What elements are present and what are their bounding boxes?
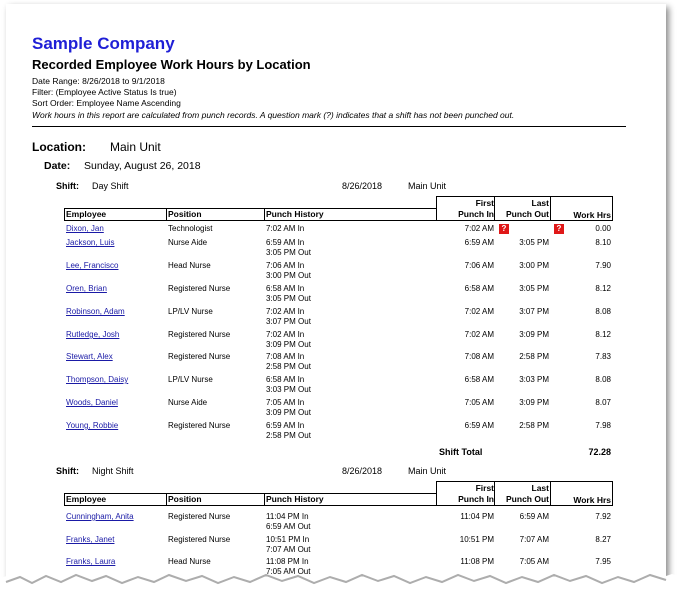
column-header-employee: Employee <box>66 209 107 219</box>
column-header-work-hrs: Work Hrs <box>573 210 611 220</box>
work-hours-cell: 8.12 <box>595 284 611 293</box>
punch-out-entry: 3:00 PM Out <box>266 271 311 280</box>
shift-total-value: 72.28 <box>588 447 611 457</box>
position-cell: Nurse Aide <box>168 398 208 407</box>
employee-link[interactable]: Oren, Brian <box>66 284 107 293</box>
position-cell: LP/LV Nurse <box>168 307 213 316</box>
header-top-rule <box>436 196 613 197</box>
column-divider <box>494 481 495 505</box>
shift-date: 8/26/2018 <box>342 181 383 191</box>
punch-out-entry: 3:09 PM Out <box>266 408 311 417</box>
shift-location: Main Unit <box>408 181 447 191</box>
employee-link[interactable]: Lee, Francisco <box>66 261 119 270</box>
punch-out-entry: 3:03 PM Out <box>266 385 311 394</box>
last-punch-out-cell: 3:09 PM <box>519 398 549 407</box>
employee-link[interactable]: Young, Robbie <box>66 421 119 430</box>
header-top-rule <box>436 481 613 482</box>
work-hours-cell: 7.90 <box>595 261 611 270</box>
column-divider <box>612 196 613 220</box>
torn-paper-edge <box>0 560 682 615</box>
last-punch-out-cell: 3:03 PM <box>519 375 549 384</box>
punch-out-entry: 6:59 AM Out <box>266 522 311 531</box>
punch-out-entry: 7:07 AM Out <box>266 545 311 554</box>
column-divider <box>612 481 613 505</box>
position-cell: Registered Nurse <box>168 535 231 544</box>
position-cell: Technologist <box>168 224 213 233</box>
date-value: Sunday, August 26, 2018 <box>84 160 201 172</box>
sort-order: Sort Order: Employee Name Ascending <box>32 98 181 108</box>
punch-in-entry: 10:51 PM In <box>266 535 310 544</box>
column-header-first-punch-in: Punch In <box>458 209 494 219</box>
shift-date: 8/26/2018 <box>342 466 383 476</box>
column-header-position: Position <box>168 494 202 504</box>
first-punch-in-cell: 7:02 AM <box>464 330 494 339</box>
work-hours-cell: 7.92 <box>595 512 611 521</box>
work-hours-cell: 7.95 <box>595 557 611 566</box>
last-punch-out-cell: 3:05 PM <box>519 284 549 293</box>
position-cell: Head Nurse <box>168 557 211 566</box>
punch-in-entry: 6:59 AM In <box>266 238 305 247</box>
first-punch-in-cell: 6:59 AM <box>464 421 494 430</box>
position-cell: Registered Nurse <box>168 330 231 339</box>
column-divider <box>550 481 551 505</box>
work-hours-cell: 0.00 <box>595 224 611 233</box>
position-cell: Registered Nurse <box>168 352 231 361</box>
position-cell: Registered Nurse <box>168 284 231 293</box>
column-header-punch-history: Punch History <box>266 494 324 504</box>
first-punch-in-cell: 7:02 AM <box>464 307 494 316</box>
date-label: Date: <box>44 160 71 172</box>
header-bottom-rule <box>64 220 613 221</box>
column-header-last-punch-out: Punch Out <box>506 209 549 219</box>
header-top-rule <box>64 493 436 494</box>
employee-link[interactable]: Thompson, Daisy <box>66 375 129 384</box>
punch-out-entry: 3:05 PM Out <box>266 248 311 257</box>
punch-in-entry: 7:02 AM In <box>266 330 305 339</box>
column-divider <box>436 481 437 505</box>
punch-out-entry: 3:07 PM Out <box>266 317 311 326</box>
shift-name: Night Shift <box>92 466 134 476</box>
header-top-rule <box>64 208 436 209</box>
first-punch-in-cell: 7:02 AM <box>464 224 494 233</box>
column-divider <box>494 196 495 220</box>
punch-out-entry: 2:58 PM Out <box>266 431 311 440</box>
column-divider <box>550 196 551 220</box>
employee-link[interactable]: Stewart, Alex <box>66 352 113 361</box>
shift-location: Main Unit <box>408 466 447 476</box>
first-punch-in-cell: 7:06 AM <box>464 261 494 270</box>
last-punch-out-cell: 3:00 PM <box>519 261 549 270</box>
first-punch-in-cell: 11:08 PM <box>460 557 494 566</box>
punch-in-entry: 7:06 AM In <box>266 261 305 270</box>
location-value: Main Unit <box>110 140 161 154</box>
first-punch-in-cell: 6:59 AM <box>464 238 494 247</box>
report-note: Work hours in this report are calculated from punch records. A question mark (?) indicates that a shift has not been punched out. <box>32 110 515 120</box>
employee-link[interactable]: Jackson, Luis <box>66 238 115 247</box>
punch-in-entry: 6:59 AM In <box>266 421 305 430</box>
column-header-first-punch-in: Punch In <box>458 494 494 504</box>
first-punch-in-cell: 11:04 PM <box>460 512 494 521</box>
punch-out-entry: 3:05 PM Out <box>266 294 311 303</box>
column-divider <box>166 493 167 505</box>
position-cell: LP/LV Nurse <box>168 375 213 384</box>
column-header-last-punch-out: Last <box>531 198 549 208</box>
work-hours-cell: 8.12 <box>595 330 611 339</box>
first-punch-in-cell: 10:51 PM <box>459 535 494 544</box>
shift-name: Day Shift <box>92 181 129 191</box>
first-punch-in-cell: 7:08 AM <box>464 352 494 361</box>
company-name: Sample Company <box>32 34 175 53</box>
shift-total-label: Shift Total <box>439 447 483 457</box>
work-hours-cell: 7.83 <box>595 352 611 361</box>
work-hours-cell: 8.08 <box>595 375 611 384</box>
column-header-employee: Employee <box>66 494 107 504</box>
column-divider <box>264 208 265 220</box>
employee-link[interactable]: Franks, Janet <box>66 535 115 544</box>
missing-punch-icon: ? <box>499 224 509 234</box>
column-divider <box>264 493 265 505</box>
column-header-first-punch-in: First <box>475 198 494 208</box>
employee-link[interactable]: Franks, Laura <box>66 557 116 566</box>
shift-label: Shift: <box>56 181 79 191</box>
punch-in-entry: 7:05 AM In <box>266 398 305 407</box>
first-punch-in-cell: 7:05 AM <box>464 398 494 407</box>
last-punch-out-cell: 2:58 PM <box>519 352 549 361</box>
column-divider <box>166 208 167 220</box>
first-punch-in-cell: 6:58 AM <box>464 375 494 384</box>
column-header-first-punch-in: First <box>475 483 494 493</box>
employee-link[interactable]: Cunningham, Anita <box>66 512 134 521</box>
punch-in-entry: 7:02 AM In <box>266 224 305 233</box>
last-punch-out-cell: 2:58 PM <box>519 421 549 430</box>
first-punch-in-cell: 6:58 AM <box>464 284 494 293</box>
column-divider <box>64 493 65 505</box>
column-header-last-punch-out: Punch Out <box>506 494 549 504</box>
last-punch-out-cell: 3:07 PM <box>519 307 549 316</box>
shift-label: Shift: <box>56 466 79 476</box>
column-divider <box>436 196 437 220</box>
work-hours-cell: 8.10 <box>595 238 611 247</box>
work-hours-cell: 8.08 <box>595 307 611 316</box>
employee-link[interactable]: Robinson, Adam <box>66 307 125 316</box>
punch-in-entry: 7:08 AM In <box>266 352 305 361</box>
last-punch-out-cell: 3:09 PM <box>519 330 549 339</box>
missing-punch-icon: ? <box>554 224 564 234</box>
last-punch-out-cell: 3:05 PM <box>519 238 549 247</box>
last-punch-out-cell: 7:05 AM <box>519 557 549 566</box>
punch-in-entry: 7:02 AM In <box>266 307 305 316</box>
last-punch-out-cell: 6:59 AM <box>519 512 549 521</box>
header-divider <box>32 126 626 127</box>
work-hours-cell: 8.07 <box>595 398 611 407</box>
punch-in-entry: 11:04 PM In <box>266 512 309 521</box>
column-header-work-hrs: Work Hrs <box>573 495 611 505</box>
column-header-punch-history: Punch History <box>266 209 324 219</box>
punch-out-entry: 3:09 PM Out <box>266 340 311 349</box>
employee-link[interactable]: Woods, Daniel <box>66 398 118 407</box>
column-divider <box>64 208 65 220</box>
punch-in-entry: 11:08 PM In <box>266 557 309 566</box>
header-bottom-rule <box>64 505 613 506</box>
punch-out-entry: 7:05 AM Out <box>266 567 311 576</box>
column-header-position: Position <box>168 209 202 219</box>
column-header-last-punch-out: Last <box>531 483 549 493</box>
position-cell: Nurse Aide <box>168 238 208 247</box>
date-range: Date Range: 8/26/2018 to 9/1/2018 <box>32 76 165 86</box>
report-title: Recorded Employee Work Hours by Location <box>32 57 311 72</box>
filter-text: Filter: (Employee Active Status Is true) <box>32 87 177 97</box>
punch-in-entry: 6:58 AM In <box>266 284 305 293</box>
employee-link[interactable]: Rutledge, Josh <box>66 330 120 339</box>
work-hours-cell: 8.27 <box>595 535 611 544</box>
work-hours-cell: 7.98 <box>595 421 611 430</box>
punch-out-entry: 2:58 PM Out <box>266 362 311 371</box>
position-cell: Registered Nurse <box>168 421 231 430</box>
punch-in-entry: 6:58 AM In <box>266 375 305 384</box>
last-punch-out-cell: 7:07 AM <box>519 535 549 544</box>
employee-link[interactable]: Dixon, Jan <box>66 224 104 233</box>
position-cell: Registered Nurse <box>168 512 231 521</box>
position-cell: Head Nurse <box>168 261 211 270</box>
location-label: Location: <box>32 140 86 154</box>
